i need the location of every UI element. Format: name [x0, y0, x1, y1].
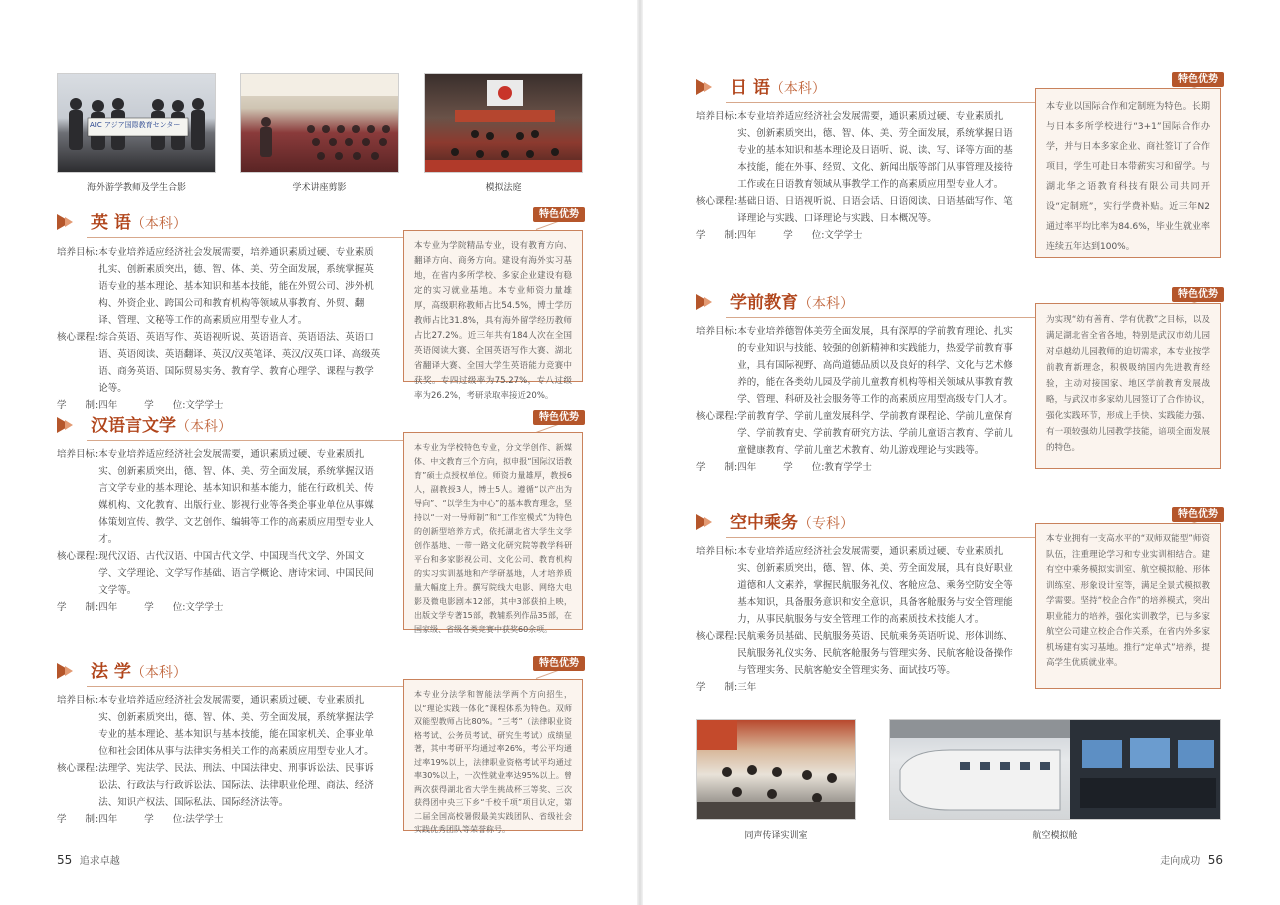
feature-tag: 特色优势 [1172, 287, 1224, 302]
arrow-icon [65, 217, 73, 227]
duration-degree: 学 制: 四年 学 位: 文学学士 [696, 230, 863, 241]
feature-box: 本专业以国际合作和定制班为特色。长期与日本多所学校进行“3+1”国际合作办学，并与日本多家企业、商社签订了合作项目，学生可赴日本带薪实习和留学。与湖北华之语教育科技有限公司共同开设“定制班”，实行学费补贴。近三年N2通过率平均比率为84.6%，毕业生就业率连续五年达到100%。 [1035, 88, 1221, 258]
feature-tag: 特色优势 [533, 207, 585, 222]
section-title: 日 语（本科） [730, 78, 826, 98]
photo-caption: 海外游学教师及学生合影 [86, 183, 186, 193]
photo-caption: 学术讲座剪影 [292, 183, 347, 193]
page-footer [57, 852, 120, 867]
feature-tag: 特色优势 [533, 656, 585, 671]
photo-caption: 航空模拟舱 [1032, 831, 1078, 841]
feature-tag: 特色优势 [1172, 72, 1224, 87]
feature-box: 为实现“幼有善育、学有优教”之目标，以及满足湖北省全省各地，特别是武汉市幼儿园对卓越幼儿园教师的迫切需求，本专业按学前教育新理念，积极吸纳国内先进教育经验，主动对接国家、地区学前教育发展战略，与武汉市多家幼儿园签订了合作协议，强化实践环节，形成上手快、实践能力强、有一项较强幼儿园教学技能，谙项全面发展的特色。 [1035, 303, 1221, 469]
duration-degree: 学 制: 四年 学 位: 文学学士 [57, 602, 224, 613]
duration-degree: 学 制: 四年 学 位: 教育学学士 [696, 462, 872, 473]
section-title: 法 学（本科） [91, 662, 187, 682]
training-goal: 培养目标: 本专业培养适应经济社会发展需要，培养通识素质过硬、专业素质扎实、创新素质突出，德、智、体、美、劳全面发展，系统掌握英语专业的基本理论、基本知识和基本技能，能在外贸公司、涉外机构、外资企业、跨国公司和教育机构等领域从事教育、外贸、翻译、管理、文秘等工作的高素质应用型专业人才。 [57, 247, 374, 326]
photo-lecture [240, 73, 399, 173]
moot-court-illustration [425, 74, 583, 173]
training-goal: 培养目标: 本专业培养适应经济社会发展需要，通识素质过硬、专业素质扎实、创新素质突出，德、智、体、美、劳全面发展，系统掌握汉语言文学专业的基本理论、基本知识和基本能力，能在行政机关、传媒机构、文化教育、出版行业、影视行业等各类企事业单位从事媒体策划宣传、教学、文艺创作、编辑等工作的高素质应用型专业人才。 [57, 449, 374, 545]
photo-flight-simulator [889, 719, 1221, 820]
interpreting-lab-illustration [697, 720, 856, 820]
page-number: 55 [57, 853, 73, 867]
feature-tag: 特色优势 [1172, 507, 1224, 522]
footer-slogan: 追求卓越 [79, 856, 120, 867]
arrow-icon [65, 666, 73, 676]
training-goal: 培养目标: 本专业培养德智体美劳全面发展，具有深厚的学前教育理论、扎实的专业知识与技能、较强的创新精神和实践能力，热爱学前教育事业，具有国际视野、高尚道德品质以及良好的科学、文化与艺术修养的，能在各类幼儿园及学前儿童教育机构等相关领域从事教育教学、管理、科研及社会服务等工作的高素质应用型高级专门人才。 [696, 326, 1013, 405]
core-courses: 核心课程: 学前教育学、学前儿童发展科学、学前教育课程论、学前儿童保育学、学前教育史、学前教育研究方法、学前儿童语言教育、学前儿童健康教育、学前儿童艺术教育、幼儿游戏理论与实践等。 [696, 411, 1013, 456]
duration-degree: 学 制: 四年 学 位: 法学学士 [57, 814, 224, 825]
feature-box: 本专业为学校特色专业，分文学创作、新媒体、中文教育三个方向，拟申报“国际汉语教育”硕士点授权单位。师资力量雄厚，教授6人，副教授3人，博士5人。遵循“以产出为导向”、“以学生为中心”的基本教育理念，坚持以“一对一导师制”和“工作室模式”为特色的创新型培养方式，依托湖北省大学生文学创作基地、一带一路文化研究院等教学科研平台和多家影视公司、文化公司、教育机构的实习实训基地和产学研基地，人才培养质量大幅度上升。撰写院线大电影、网络大电影及微电影剧本12部，其中3部获拍上映，出版文学专著15部，教辅系列作品35部，在国家级、省级各类竞赛中获奖60余项。 [403, 432, 583, 630]
training-goal: 培养目标: 本专业培养适应经济社会发展需要，通识素质过硬、专业素质扎实、创新素质突出，德、智、体、美、劳全面发展，具有良好职业道德和人文素养，掌握民航服务礼仪、客舱应急、乘务空防安全等基本知识，具备服务意识和安全意识，具备客舱服务与安全管理能力，从事民航服务与安全管理工作的高素质技术技能人才。 [696, 546, 1013, 625]
section-title: 汉语言文学（本科） [91, 416, 232, 436]
arrow-icon [704, 517, 712, 527]
feature-box: 本专业为学院精品专业，设有教育方向、翻译方向、商务方向。建设有海外实习基地，在省内多所学校、多家企业建设有稳定的实习就业基地。本专业师资力量雄厚，高级职称教师占比54.5%，博士学历教师占比31.8%，具有海外留学经历教师占比27.2%。近三年共有184人次在全国英语阅读大赛、全国英语写作大赛、湖北省翻译大赛、全国大学生英语能力竞赛中获奖。专四过级率为75.27%，专八过级率为26.2%，考研录取率接近20%。 [403, 230, 583, 382]
section-body-preschool [696, 323, 1022, 476]
training-goal: 培养目标: 本专业培养适应经济社会发展需要，通识素质过硬、专业素质扎实、创新素质突出，德、智、体、美、劳全面发展，系统掌握法学专业的基本理论、基本知识与基本技能，能在国家机关、企事业单位和社会团体从事与法律实务相关工作的高素质应用型专业人才。 [57, 695, 374, 757]
arrow-icon [704, 82, 712, 92]
feature-tag: 特色优势 [533, 410, 585, 425]
core-courses: 核心课程: 综合英语、英语写作、英语视听说、英语语音、英语语法、英语口语、英语阅读、英语翻译、英汉/汉英笔译、英汉/汉英口译、高级英语、商务英语、国际贸易实务、教育学、教育心理学、课程与教学论等。 [57, 332, 381, 394]
arrow-icon [65, 420, 73, 430]
section-title: 学前教育（本科） [730, 293, 854, 313]
page-number: 56 [1207, 853, 1223, 867]
feature-box: 本专业拥有一支高水平的“双师双能型”师资队伍，注重理论学习和专业实训相结合。建有空中乘务模拟实训室、航空模拟舱、形体训练室、形象设计室等，满足全景式模拟教学需要。坚持“校企合作”的培养模式，突出职业能力的培养，强化实训教学，已与多家航空公司建立校企合作关系，在省内外多家机场建有实习基地。推行“定单式”培养，提高学生优质就业率。 [1035, 523, 1221, 689]
footer-slogan: 走向成功 [1160, 856, 1201, 867]
photo-interpreting-lab [696, 719, 856, 820]
core-courses: 核心课程: 基础日语、日语视听说、日语会话、日语阅读、日语基础写作、笔译理论与实践、口译理论与实践、日本概况等。 [696, 196, 1013, 224]
photo-caption: 同声传译实训室 [744, 831, 808, 841]
lecture-hall-illustration [241, 74, 399, 173]
arrow-icon [704, 297, 712, 307]
section-title: 空中乘务（专科） [730, 513, 854, 533]
core-courses: 核心课程: 现代汉语、古代汉语、中国古代文学、中国现当代文学、外国文学、文学理论、文学写作基础、语言学概论、唐诗宋词、中国民间文学等。 [57, 551, 374, 596]
section-body-law [57, 692, 383, 828]
page-footer [1160, 852, 1223, 867]
duration-degree: 学 制: 四年 学 位: 文学学士 [57, 400, 224, 411]
training-goal: 培养目标: 本专业培养适应经济社会发展需要，通识素质过硬、专业素质扎实、创新素质突出，德、智、体、美、劳全面发展，系统掌握日语专业的基本知识和基本理论及日语听、说、读、写、译等方面的基本技能，能在外事、经贸、文化、新闻出版等部门从事管理及接待工作或在日语教育领域从事教学工作的高素质应用型专业人才。 [696, 111, 1013, 190]
core-courses: 核心课程: 法理学、宪法学、民法、刑法、中国法律史、刑事诉讼法、民事诉讼法、行政法与行政诉讼法、国际法、法律职业伦理、商法、经济法、知识产权法、国际私法、国际经济法等。 [57, 763, 374, 808]
duration-degree: 学 制: 三年 [696, 682, 757, 693]
right-page [640, 0, 1280, 905]
section-body-japanese [696, 108, 1022, 244]
section-body-english [57, 244, 383, 414]
feature-box: 本专业分法学和智能法学两个方向招生，以“理论实践一体化”课程体系为特色。双师双能型教师占比80%。“三考”（法律职业资格考试、公务员考试、研究生考试）成绩显著，其中考研平均通过率26%，考公平均通过率19%以上，法律职业资格考试平均通过率30%以上，一次性就业率达95%以上。曾两次获得湖北省大学生挑战杯三等奖、三次获得团中央三下乡“千校千项”项目认定，第二届全国高校暑假最美实践团队、省级社会实践优秀团队等荣誉称号。 [403, 679, 583, 831]
section-body-chinese [57, 446, 383, 616]
core-courses: 核心课程: 民航乘务员基础、民航服务英语、民航乘务英语听说、形体训练、民航服务礼仪实务、民航客舱服务与管理实务、民航客舱设备操作与管理实务、民航客舱安全管理实务、面试技巧等。 [696, 631, 1013, 676]
photo-moot-court [424, 73, 583, 173]
photo-overseas-group [57, 73, 216, 173]
section-title: 英 语（本科） [91, 213, 187, 233]
banner-text: AIC アジア国際教育センター [90, 121, 181, 129]
flight-simulator-illustration [890, 720, 1221, 820]
photo-caption: 模拟法庭 [485, 183, 522, 193]
section-body-flight-attendant [696, 543, 1022, 696]
